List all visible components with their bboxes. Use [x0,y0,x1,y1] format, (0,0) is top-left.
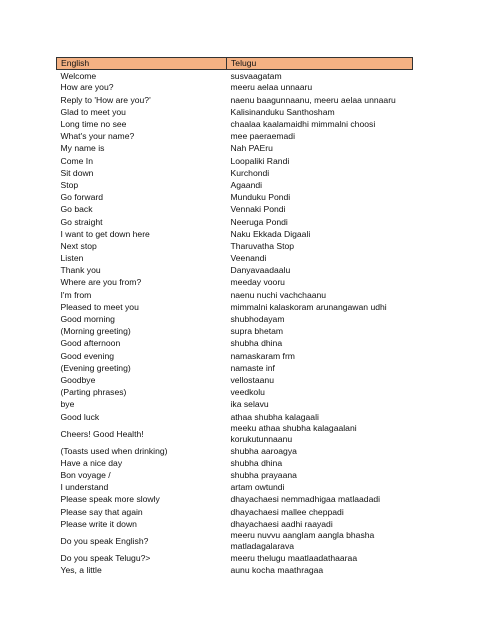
english-cell: (Toasts used when drinking) [60,445,168,456]
telugu-cell: naenu nuchi vachchaanu [230,289,327,300]
telugu-cell: artam owtundi [230,482,285,493]
header-english: English [57,58,227,70]
table-row [57,445,413,457]
telugu-cell: namaste inf [230,362,275,373]
telugu-cell: naenu baagunnaanu, meeru aelaa unnaaru [230,94,396,105]
english-cell: Do you speak Telugu?> [60,553,151,564]
english-cell: Good luck [60,411,100,422]
english-cell: Go straight [60,216,103,227]
telugu-cell: namaskaram frm [230,350,295,361]
table-row [57,289,413,301]
telugu-cell: veedkolu [230,387,265,398]
english-cell: (Morning greeting) [60,326,131,337]
table-row [57,167,413,179]
table-row [57,70,413,82]
telugu-cell: aunu kocha maathragaa [230,565,324,576]
telugu-cell: shubha aaroagya [230,445,297,456]
telugu-cell: dhayachaesi nemmadhigaa matlaadadi [230,494,381,505]
english-cell: (Evening greeting) [60,362,131,373]
english-cell: Go forward [60,192,104,203]
telugu-cell: meeku athaa shubha kalagaalani korukutunnaanu [230,423,357,445]
english-cell: Listen [60,253,84,264]
english-cell: Go back [60,204,93,215]
english-cell: Cheers! Good Health! [60,428,144,439]
english-cell: Where are you from? [60,277,142,288]
telugu-cell: meeru aelaa unnaaru [230,82,313,93]
telugu-cell: Nah PAEru [230,143,273,154]
table-row [57,565,413,577]
table-row [57,155,413,167]
table-row [57,470,413,482]
english-cell: Yes, a little [60,565,102,576]
english-cell: Long time no see [60,119,127,130]
table-row [57,143,413,155]
telugu-cell: meeday vooru [230,277,285,288]
telugu-cell: dhayachaesi mallee cheppadi [230,506,344,517]
table-row [57,94,413,106]
english-cell: Please speak more slowly [60,494,160,505]
telugu-cell: athaa shubha kalagaali [230,411,319,422]
table-row [57,530,413,552]
table-row [57,423,413,445]
table-row [57,253,413,265]
english-cell: I understand [60,482,109,493]
table-row [57,228,413,240]
phrase-table [56,57,413,577]
english-cell: Next stop [60,240,97,251]
table-row [57,240,413,252]
telugu-cell: Vennaki Pondi [230,204,286,215]
english-cell: Pleased to meet you [60,301,139,312]
table-row [57,518,413,530]
table-row [57,82,413,94]
english-cell: Good afternoon [60,338,121,349]
telugu-cell: Tharuvatha Stop [230,240,295,251]
table-row [57,457,413,469]
telugu-cell: shubha dhina [230,457,283,468]
english-cell: Good morning [60,314,115,325]
table-row [57,552,413,564]
table-row [57,216,413,228]
telugu-cell: meeru thelugu maatlaadathaaraa [230,553,358,564]
telugu-cell: mee paeraemadi [230,131,295,142]
header-row [57,58,413,70]
table-row [57,301,413,313]
telugu-cell: mimmalni kalaskoram arunangawan udhi [230,301,387,312]
english-cell: Bon voyage / [60,470,111,481]
header-telugu: Telugu [227,58,413,70]
table-row [57,399,413,411]
table-row [57,277,413,289]
english-cell: Goodbye [60,374,96,385]
english-cell: Do you speak English? [60,535,149,546]
table-row [57,131,413,143]
table-row [57,106,413,118]
telugu-cell: Danyavaadaalu [230,265,291,276]
telugu-cell: Munduku Pondi [230,192,291,203]
telugu-cell: susvaagatam [230,70,282,81]
phrase-table-body [57,70,413,577]
table-row [57,411,413,423]
table-row [57,338,413,350]
telugu-cell: chaalaa kaalamaidhi mimmalni choosi [230,119,376,130]
telugu-cell: dhayachaesi aadhi raayadi [230,518,333,529]
english-cell: My name is [60,143,105,154]
telugu-cell: Kurchondi [230,167,270,178]
english-cell: Sit down [60,167,94,178]
telugu-cell: vellostaanu [230,374,274,385]
english-cell: What's your name? [60,131,135,142]
telugu-cell: shubha prayaana [230,470,297,481]
english-cell: Please write it down [60,518,137,529]
english-cell: Come In [60,155,93,166]
telugu-cell: ika selavu [230,399,269,410]
english-cell: (Parting phrases) [60,387,127,398]
telugu-cell: supra bhetam [230,326,284,337]
table-row [57,326,413,338]
table-row [57,313,413,325]
telugu-cell: Kalisinanduku Santhosham [230,106,335,117]
telugu-cell: Agaandi [230,179,263,190]
telugu-cell: Neeruga Pondi [230,216,288,227]
english-cell: Glad to meet you [60,106,126,117]
telugu-cell: shubha dhina [230,338,283,349]
english-cell: Stop [60,179,79,190]
table-row [57,506,413,518]
telugu-cell: Naku Ekkada Digaali [230,228,311,239]
table-row [57,350,413,362]
table-row [57,204,413,216]
table-row [57,179,413,191]
table-row [57,118,413,130]
english-cell: Welcome [60,70,97,81]
table-row [57,482,413,494]
table-row [57,362,413,374]
telugu-cell: meeru nuvvu aanglam aangla bhasha matladagalarava [230,530,375,552]
english-cell: How are you? [60,82,114,93]
english-cell: Reply to 'How are you?' [60,94,151,105]
telugu-cell: shubhodayam [230,314,285,325]
english-cell: Thank you [60,265,101,276]
telugu-cell: Loopaliki Randi [230,155,290,166]
english-cell: bye [60,399,75,410]
english-cell: Have a nice day [60,457,123,468]
english-cell: I want to get down here [60,228,150,239]
table-row [57,494,413,506]
table-row [57,265,413,277]
table-row [57,387,413,399]
english-cell: I'm from [60,289,92,300]
telugu-cell: Veenandi [230,253,267,264]
english-cell: Good evening [60,350,115,361]
table-row [57,374,413,386]
table-row [57,192,413,204]
english-cell: Please say that again [60,506,143,517]
